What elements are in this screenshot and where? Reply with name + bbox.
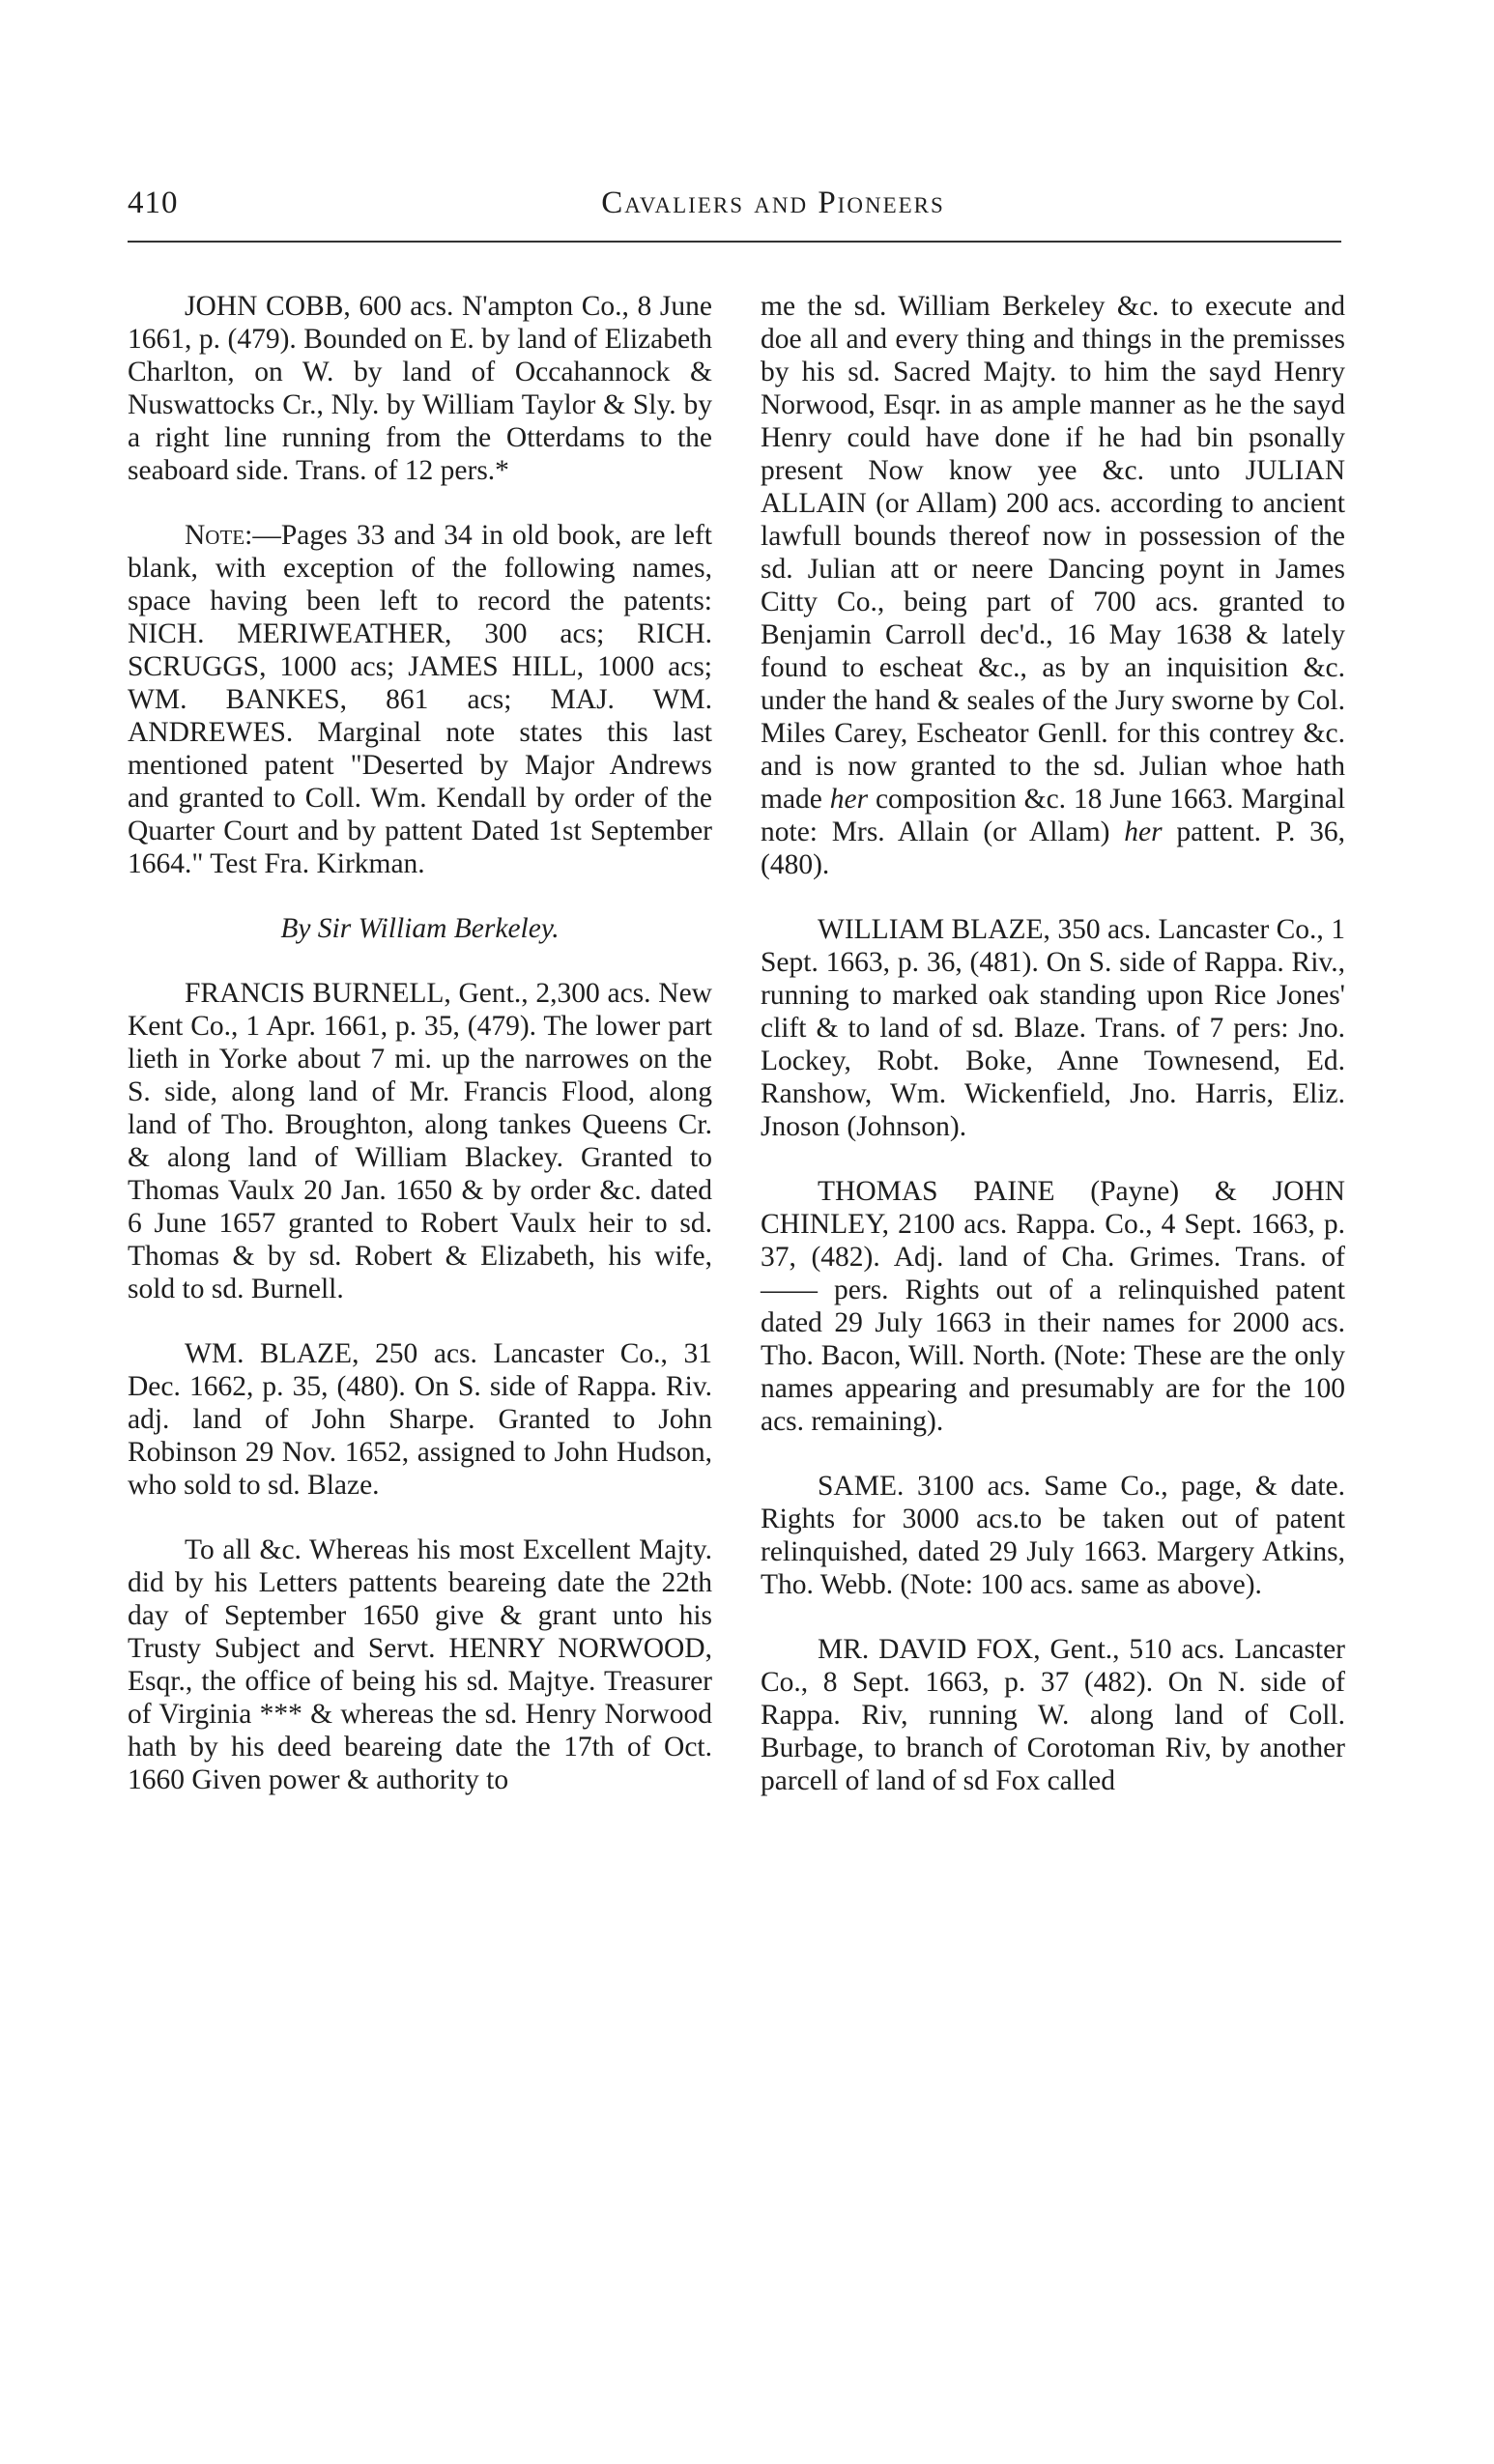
entry-wm-blaze: WM. BLAZE, 250 acs. Lancaster Co., 31 Dec. 1662, p. 35, (480). On S. side of Rappa. Riv. adj. land of John Sharpe. Granted to John Robinson 29 Nov. 1652, assigned to John Hudson, who sold to sd. Blaze.	[128, 1338, 712, 1501]
entry-same: SAME. 3100 acs. Same Co., page, & date. Rights for 3000 acs.to be taken out of patent relinquished, dated 29 July 1663. Margery Atkins, Tho. Webb. (Note: 100 acs. same as above).	[761, 1471, 1345, 1600]
entry-david-fox: MR. DAVID FOX, Gent., 510 acs. Lancaster Co., 8 Sept. 1663, p. 37 (482). On N. side of Rappa. Riv, running W. along land of Coll. Burbage, to branch of Corotoman Riv, by another parcell of land of sd Fox called	[761, 1634, 1345, 1796]
allain-text-3: pattent. P. 36, (480).	[761, 817, 1346, 880]
allain-her-2: her	[1124, 817, 1163, 847]
running-title: Cavaliers and Pioneers	[601, 186, 945, 220]
entry-john-cobb: JOHN COBB, 600 acs. N'ampton Co., 8 June 1661, p. (479). Bounded on E. by land of Elizabeth Charlton, on W. by land of Occahannock & Nuswattocks Cr., Nly. by William Taylor & Sly. by a right line running from the Otterdams to the seaboard side. Trans. of 12 pers.*	[128, 291, 712, 486]
entry-francis-burnell: FRANCIS BURNELL, Gent., 2,300 acs. New Kent Co., 1 Apr. 1661, p. 35, (479). The lower part lieth in Yorke about 7 mi. up the narrowes on the S. side, along land of Mr. Francis Flood, along land of Tho. Broughton, along tankes Queens Cr. & along land of William Blackey. Granted to Thomas Vaulx 20 Jan. 1650 & by order &c. dated 6 June 1657 granted to Robert Vaulx heir to sd. Thomas & by sd. Robert & Elizabeth, his wife, sold to sd. Burnell.	[128, 978, 712, 1304]
note-paragraph	[128, 519, 712, 880]
entry-to-all: To all &c. Whereas his most Excellent Majty. did by his Letters pattents beareing date the 22th day of September 1650 give & grant unto his Trusty Subject and Servt. HENRY NORWOOD, Esqr., the office of being his sd. Majtye. Treasurer of Virginia *** & whereas the sd. Henry Norwood hath by his deed beareing date the 17th of Oct. 1660 Given power & authority to	[128, 1534, 712, 1795]
section-heading: By Sir William Berkeley.	[280, 913, 560, 944]
right-column	[761, 290, 1345, 1829]
header-rule	[128, 241, 1341, 243]
allain-text-2: composition &c. 18 June 1663. Marginal note: Mrs. Allain (or Allam)	[761, 784, 1346, 847]
note-label: Note:	[185, 520, 253, 551]
note-text: —Pages 33 and 34 in old book, are left blank, with exception of the following names, space having been left to record the patents: NICH. MERIWEATHER, 300 acs; RICH. SCRUGGS, 1000 acs; JAMES HILL, 1000 acs; WM. BANKES, 861 acs; MAJ. WM. ANDREWES. Marginal note states this last mentioned patent "Deserted by Major Andrews and granted to Coll. Wm. Kendall by order of the Quarter Court and by pattent Dated 1st September 1664." Test Fra. Kirkman.	[128, 520, 712, 879]
entry-julian-allain	[761, 290, 1345, 881]
page-number: 410	[128, 186, 179, 220]
entry-thomas-paine: THOMAS PAINE (Payne) & JOHN CHINLEY, 2100 acs. Rappa. Co., 4 Sept. 1663, p. 37, (482). Adj. land of Cha. Grimes. Trans. of —— pers. Rights out of a relinquished patent dated 29 July 1663 in their names for 2000 acs. Tho. Bacon, Will. North. (Note: These are the only names appearing and presumably are for the 100 acs. remaining).	[761, 1176, 1345, 1437]
entry-william-blaze: WILLIAM BLAZE, 350 acs. Lancaster Co., 1 Sept. 1663, p. 36, (481). On S. side of Rappa. Riv., running to marked oak standing upon Rice Jones' clift & to land of sd. Blaze. Trans. of 7 pers: Jno. Lockey, Robt. Boke, Anne Townesend, Ed. Ranshow, Wm. Wickenfield, Jno. Harris, Eliz. Jnoson (Johnson).	[761, 914, 1345, 1142]
allain-text-1: me the sd. William Berkeley &c. to execute and doe all and every thing and things in the premisses by his sd. Sacred Majty. to him the sayd Henry Norwood, Esqr. in as ample manner as he the sayd Henry could have done if he had bin psonally present Now know yee &c. unto JULIAN ALLAIN (or Allam) 200 acs. according to ancient lawfull bounds thereof now in possession of the sd. Julian att or neere Dancing poynt in James Citty Co., being part of 700 acs. granted to Benjamin Carroll dec'd., 16 May 1638 & lately found to escheat &c., as by an inquisition &c. under the hand & seales of the Jury sworne by Col. Miles Carey, Escheator Genll. for this contrey &c. and is now granted to the sd. Julian whoe hath made	[761, 291, 1345, 815]
allain-her-1: her	[829, 784, 869, 815]
left-column	[128, 290, 712, 1828]
